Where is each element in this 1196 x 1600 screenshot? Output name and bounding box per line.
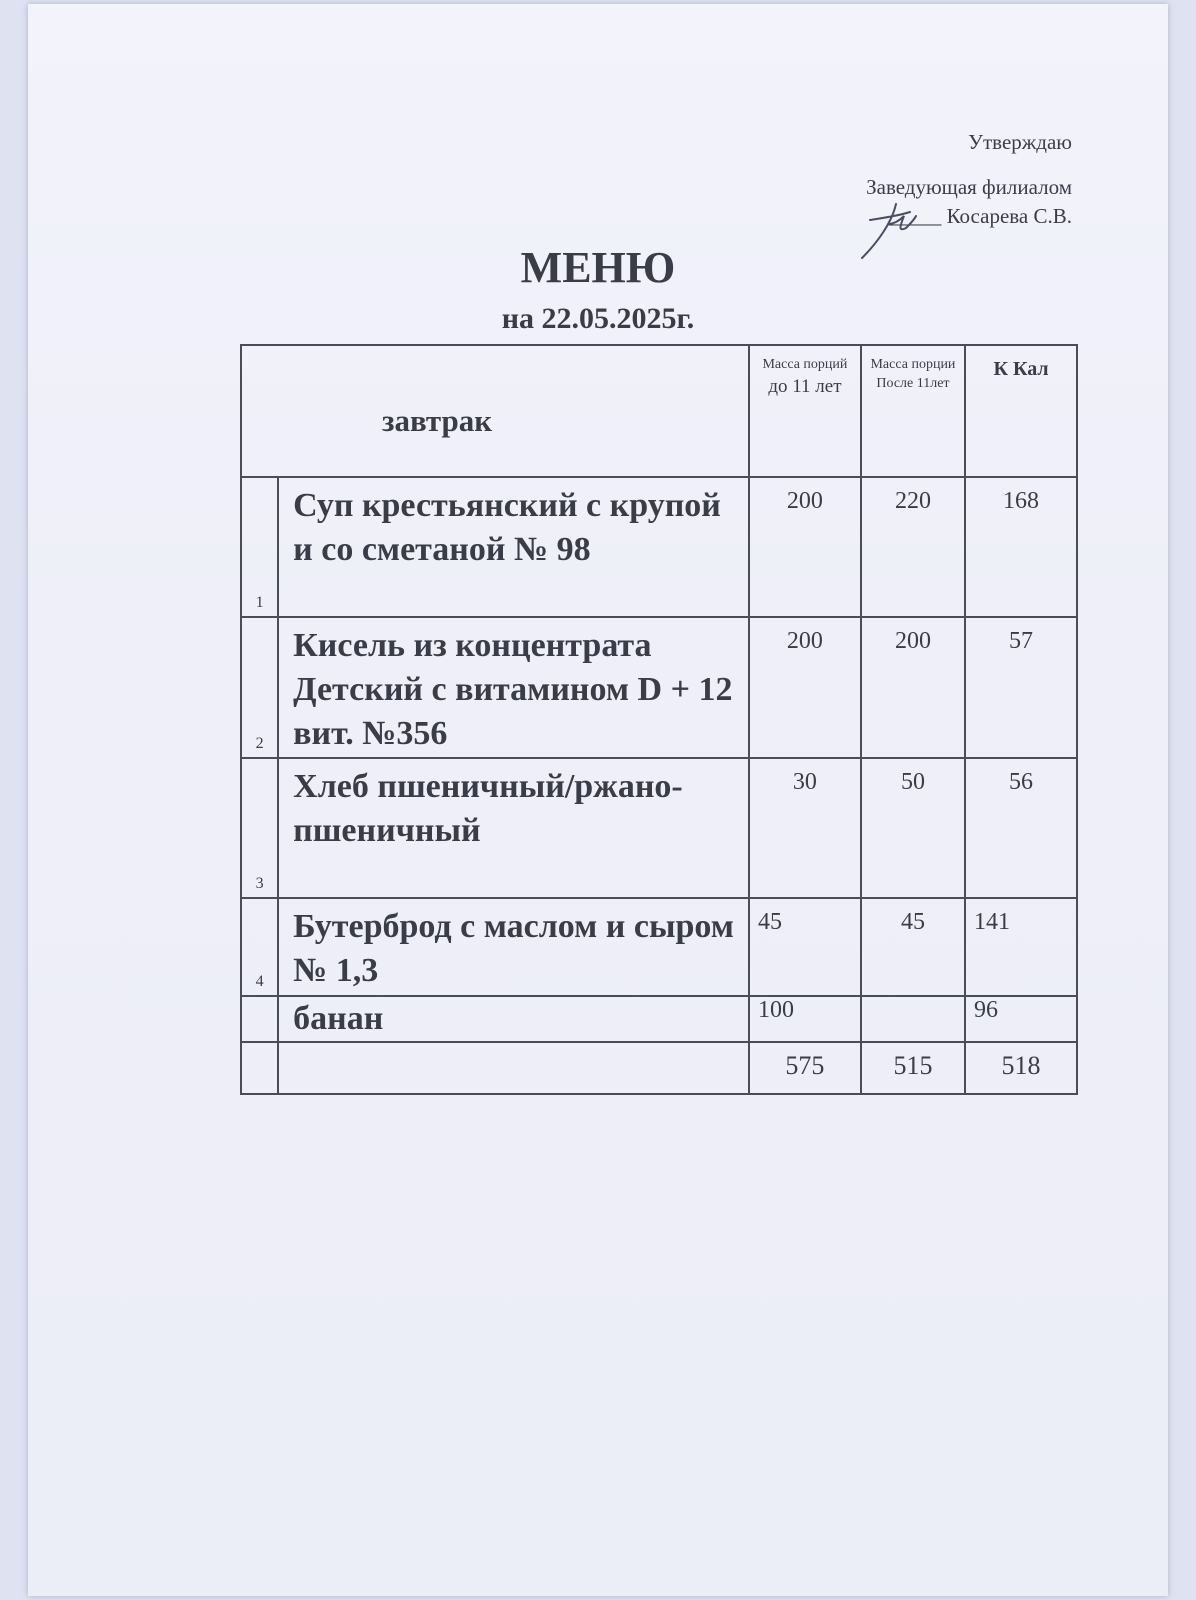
approval-heading: Утверждаю <box>968 130 1072 154</box>
mass-under11: 30 <box>749 758 861 898</box>
row-number: 4 <box>241 898 278 996</box>
page-subtitle: на 22.05.2025г. <box>501 302 695 335</box>
kcal-value: 168 <box>965 477 1077 617</box>
dish-name: Хлеб пшеничный/ржано-пшеничный <box>278 758 749 898</box>
mass-over11 <box>861 996 965 1042</box>
mass-over11: 200 <box>861 617 965 758</box>
kcal-value: 56 <box>965 758 1077 898</box>
dish-name: Бутерброд с маслом и сыром № 1,3 <box>278 898 749 996</box>
mass-under11: 200 <box>749 617 861 758</box>
approval-position: Заведующая филиалом <box>866 175 1072 199</box>
mass-under11: 100 <box>749 996 861 1042</box>
table-row <box>241 898 1077 996</box>
total-mass-under11: 575 <box>749 1042 861 1094</box>
totals-label-cell <box>278 1042 749 1094</box>
table-row <box>241 617 1077 758</box>
mass-over11: 220 <box>861 477 965 617</box>
table-header-row <box>241 345 1077 477</box>
row-number: 3 <box>241 758 278 898</box>
mass-over11: 45 <box>861 898 965 996</box>
kcal-value: 141 <box>965 898 1077 996</box>
table-row <box>241 996 1077 1042</box>
col-mass-under11-bottom: до 11 лет <box>768 375 842 397</box>
kcal-value: 57 <box>965 617 1077 758</box>
mass-under11: 45 <box>749 898 861 996</box>
row-number: 1 <box>241 477 278 617</box>
dish-name: Суп крестьянский с крупой и со сметаной № 98 <box>278 477 749 617</box>
col-mass-under11 <box>749 345 861 477</box>
total-kcal: 518 <box>965 1042 1077 1094</box>
total-mass-over11: 515 <box>861 1042 965 1094</box>
section-label: завтрак <box>241 345 749 477</box>
table-row <box>241 477 1077 617</box>
document-sheet <box>28 4 1168 1596</box>
totals-row <box>241 1042 1077 1094</box>
col-mass-over11: Масса порции После 11лет <box>861 345 965 477</box>
totals-number-cell <box>241 1042 278 1094</box>
row-number <box>241 996 278 1042</box>
row-number: 2 <box>241 617 278 758</box>
kcal-value: 96 <box>965 996 1077 1042</box>
dish-name: Кисель из концентрата Детский с витамином D + 12 вит. №356 <box>278 617 749 758</box>
approval-signatory: _____ Косарева С.В. <box>888 204 1072 228</box>
dish-name: банан <box>278 996 749 1042</box>
col-mass-under11-top: Масса порций <box>762 357 848 372</box>
mass-over11: 50 <box>861 758 965 898</box>
page-title: МЕНЮ <box>520 243 676 292</box>
mass-under11: 200 <box>749 477 861 617</box>
col-kcal: К Кал <box>965 345 1077 477</box>
table-row <box>241 758 1077 898</box>
menu-table <box>240 344 1078 1095</box>
